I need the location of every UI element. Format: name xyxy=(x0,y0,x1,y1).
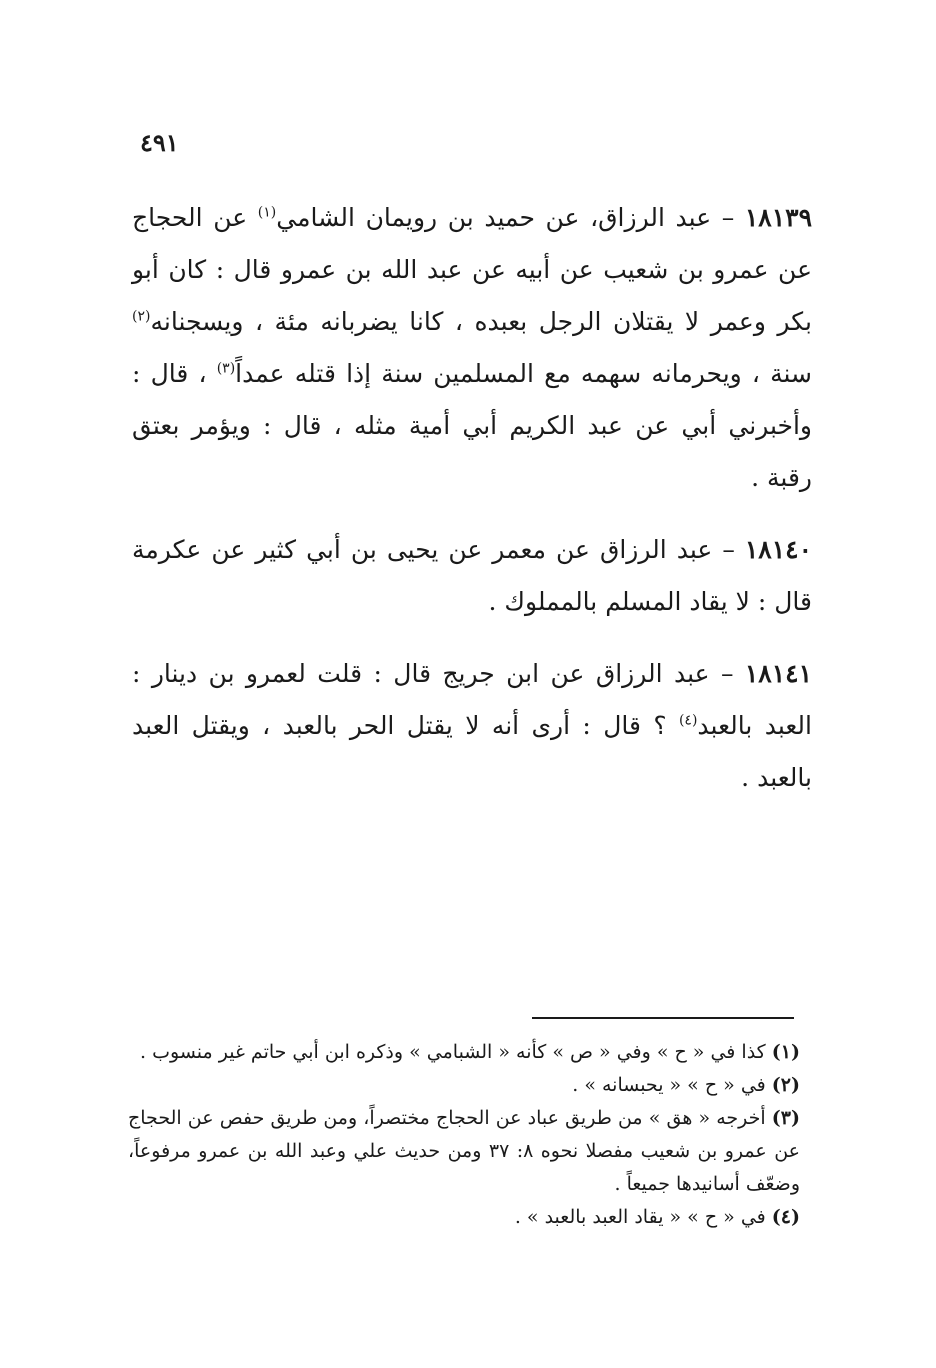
footnote-2 xyxy=(128,1069,800,1102)
footnote-text: كذا في « ح » وفي « ص » كأنه « الشبامي » وذكره ابن أبي حاتم غير منسوب . xyxy=(140,1041,772,1063)
footnote-ref: (٤) xyxy=(678,712,698,729)
hadith-number: ١٨١٣٩ xyxy=(744,203,812,232)
hadith-18139 xyxy=(132,192,812,504)
footnote-3 xyxy=(128,1102,800,1201)
footnote-text: في « ح » « يحبسانه » . xyxy=(572,1074,772,1096)
footnote-ref: (١) xyxy=(257,204,277,221)
footnote-number: (٤) xyxy=(771,1206,800,1228)
footnote-number: (١) xyxy=(771,1041,800,1063)
hadith-text: – عبد الرزاق، عن حميد بن رويمان الشامي xyxy=(276,203,745,232)
hadith-text: سنة ، ويحرمانه سهمه مع المسلمين سنة إذا قتله عمداً xyxy=(235,359,812,388)
footnote-ref: (٣) xyxy=(216,360,236,377)
hadith-text: عن الحجاج عن عمرو بن شعيب عن أبيه عن عبد الله بن عمرو قال : كان أبو بكر وعمر لا يقتلان الرجل بعبده ، كانا يضربانه مئة ، ويسجنانه xyxy=(132,203,812,336)
hadith-text: – عبد الرزاق عن ابن جريج قال : قلت لعمرو بن دينار : العبد بالعبد xyxy=(132,659,812,740)
footnote-number: (٣) xyxy=(771,1107,800,1129)
footnote-number: (٢) xyxy=(771,1074,800,1096)
footnotes xyxy=(128,1036,800,1234)
hadith-text: ؟ قال : أرى أنه لا يقتل الحر بالعبد ، ويقتل العبد بالعبد . xyxy=(132,711,812,792)
footnote-ref: (٢) xyxy=(132,308,151,325)
hadith-18141 xyxy=(132,648,812,804)
footnote-divider xyxy=(532,1017,794,1019)
hadith-text: ، قال : وأخبرني أبي عن عبد الكريم أبي أمية مثله ، قال : ويؤمر بعتق رقبة . xyxy=(132,359,812,492)
footnote-4 xyxy=(128,1201,800,1234)
hadith-number: ١٨١٤١ xyxy=(744,659,812,688)
main-text xyxy=(132,192,812,824)
hadith-number: ١٨١٤٠ xyxy=(744,535,812,564)
footnote-1 xyxy=(128,1036,800,1069)
page-number: ٤٩١ xyxy=(140,128,179,157)
footnote-text: في « ح » « يقاد العبد بالعبد » . xyxy=(514,1206,772,1228)
hadith-text: – عبد الرزاق عن معمر عن يحيى بن أبي كثير عن عكرمة قال : لا يقاد المسلم بالمملوك . xyxy=(132,535,812,616)
footnote-text: أخرجه « هق » من طريق عباد عن الحجاج مختصراً، ومن طريق حفص عن الحجاج عن عمرو بن شعيب مفصلا نحوه ٨: ٣٧ ومن حديث علي وعبد الله بن عمرو مرفوعاً، وضعّف أسانيدها جميعاً . xyxy=(128,1107,800,1195)
hadith-18140 xyxy=(132,524,812,628)
